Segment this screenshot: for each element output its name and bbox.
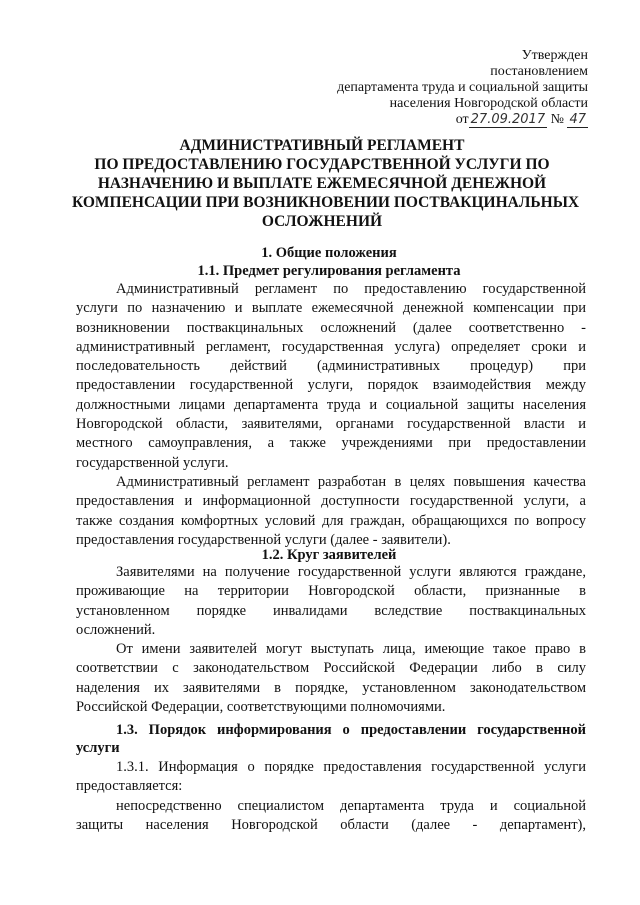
paragraph	[76, 758, 586, 797]
paragraph	[76, 473, 586, 550]
approval-block	[258, 48, 588, 128]
text-line: последовательность действий (административных процедур) при	[76, 358, 586, 375]
text-line: наделения их заявителями в порядке, установленном законодательством	[76, 679, 586, 696]
text-line: установленном порядке инвалидами вследствие поствакцинальных	[76, 602, 586, 619]
text-line: предоставления и информационной доступности государственной услуги, а	[76, 493, 586, 510]
number-prefix: №	[550, 112, 564, 127]
text-line: предоставления государственной услуги (далее - заявители).	[76, 531, 451, 548]
text-line: Административный регламент по предоставлению государственной	[116, 281, 586, 297]
text-line: проживающие на территории Новгородской области, признанные в	[76, 583, 586, 600]
text-line: должностными лицами департамента труда и социальной защиты населения	[76, 396, 586, 413]
text-line: Российской Федерации, соответствующими полномочиями.	[76, 698, 446, 715]
approval-line: департамента труда и социальной защиты	[337, 80, 588, 95]
title-line: ОСЛОЖНЕНИЙ	[261, 213, 383, 230]
section-heading: 1.2. Круг заявителей	[261, 547, 397, 563]
text-line: Новгородской области, заявителями, органами государственной власти и	[76, 416, 586, 433]
text-line: Заявителями на получение государственной услуги являются граждане,	[116, 564, 586, 580]
text-line: предоставляется:	[76, 778, 183, 795]
text-line: непосредственно специалистом департамента труда и социальной	[116, 798, 586, 814]
text-line: Административный регламент разработан в целях повышения качества	[116, 474, 586, 490]
text-line: осложнений.	[76, 621, 156, 638]
paragraph	[76, 280, 586, 473]
approval-line: Утвержден	[521, 48, 588, 63]
text-line: От имени заявителей могут выступать лица, имеющие такое право в	[116, 641, 586, 657]
text-line: 1.3.1. Информация о порядке предоставления государственной услуги	[116, 759, 586, 775]
title-line: НАЗНАЧЕНИЮ И ВЫПЛАТЕ ЕЖЕМЕСЯЧНОЙ ДЕНЕЖНОЙ	[97, 175, 547, 192]
text-line: защиты населения Новгородской области (далее - департамент),	[76, 817, 586, 834]
text-line: государственной услуги.	[76, 454, 229, 471]
date-prefix: от	[455, 112, 469, 127]
approval-date-line	[258, 112, 588, 128]
paragraph	[76, 640, 586, 717]
paragraph	[76, 797, 586, 836]
text-line: предоставлении государственной услуги, порядок взаимодействия между	[76, 377, 586, 394]
subsection-heading: 1.1. Предмет регулирования регламента	[197, 263, 461, 279]
heading-line: 1.3. Порядок информирования о предоставлении государственной	[116, 722, 586, 738]
title-line: КОМПЕНСАЦИИ ПРИ ВОЗНИКНОВЕНИИ ПОСТВАКЦИНАЛЬНЫХ	[72, 194, 580, 211]
text-line: также создания комфортных условий для граждан, обращающихся по вопросу	[76, 512, 586, 529]
handwritten-number: 47	[569, 112, 586, 127]
text-line: местного самоуправления, а также учреждениями при предоставлении	[76, 435, 586, 452]
approval-line: постановлением	[490, 64, 588, 79]
text-line: административный регламент, государственная услуга) определяет сроки и	[76, 338, 586, 355]
section-heading	[76, 721, 586, 757]
title-line: ПО ПРЕДОСТАВЛЕНИЮ ГОСУДАРСТВЕННОЙ УСЛУГИ ПО	[94, 156, 550, 173]
heading-line: услуги	[76, 740, 120, 756]
text-line: возникновении поствакцинальных осложнений (далее соответственно -	[76, 319, 586, 336]
handwritten-date: 27.09.2017	[470, 112, 546, 127]
title-line: АДМИНИСТРАТИВНЫЙ РЕГЛАМЕНТ	[179, 137, 465, 154]
section-heading: 1. Общие положения	[261, 245, 397, 261]
text-line: соответствии с законодательством Российской Федерации либо в силу	[76, 660, 586, 677]
paragraph	[76, 563, 586, 640]
text-line: услуги по назначению и выплате ежемесячной денежной компенсации при	[76, 300, 586, 317]
approval-line: населения Новгородской области	[389, 96, 588, 111]
document-title	[72, 136, 580, 231]
